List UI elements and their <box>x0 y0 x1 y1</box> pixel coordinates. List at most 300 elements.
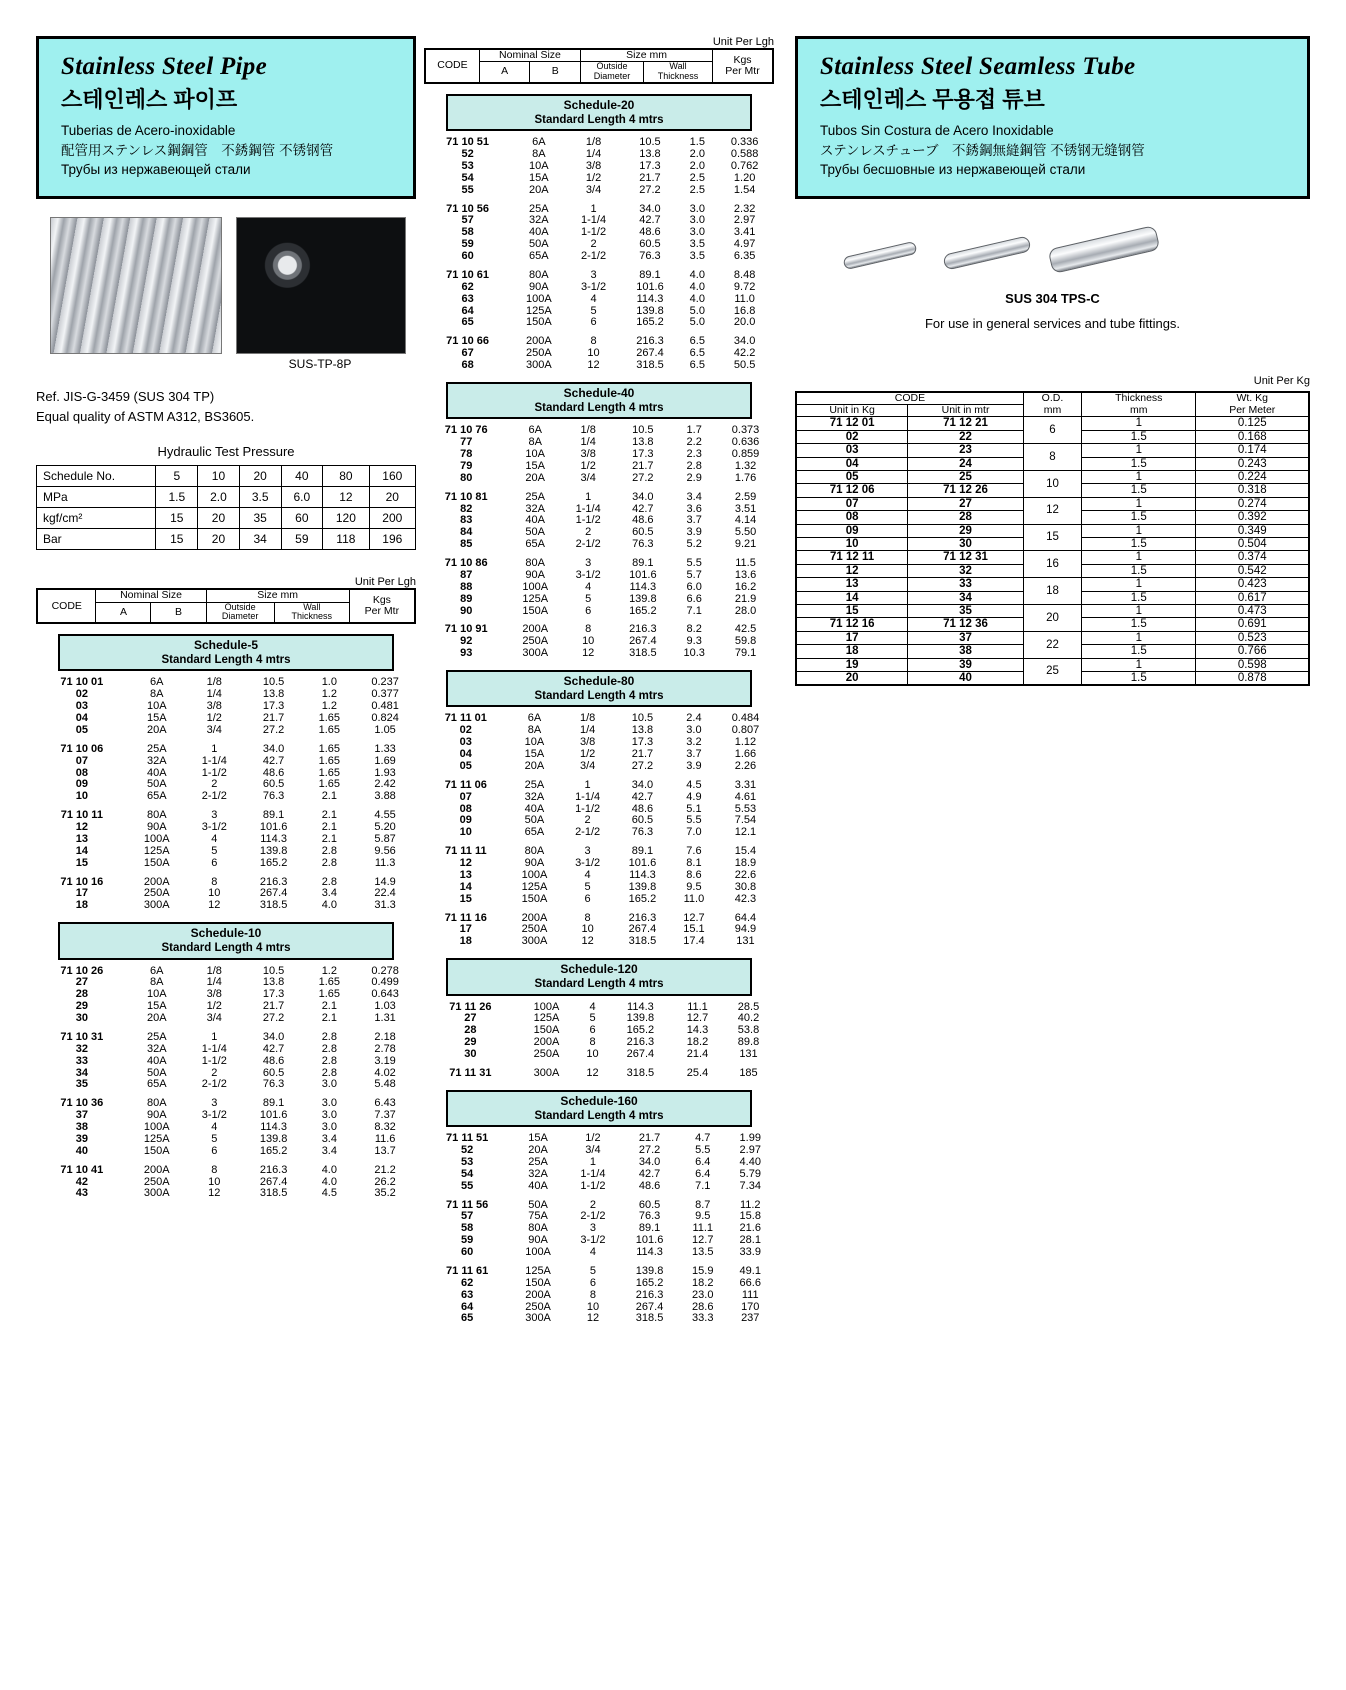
cell-value: 2 <box>585 526 592 539</box>
cell-value: 8A <box>532 148 546 161</box>
cell-value: 53.8 <box>737 1024 760 1037</box>
cell-value: 10 <box>581 923 594 936</box>
cell-code: 68 <box>461 359 474 372</box>
cell-value: 200A <box>533 1036 560 1049</box>
cell-value: 6.4 <box>695 1155 711 1168</box>
cell-value: 1.0 <box>321 676 337 689</box>
cell-weight: 0.349 <box>1196 524 1309 537</box>
cell-value: 6.5 <box>689 335 705 348</box>
cell-value: 3.4 <box>321 1144 337 1157</box>
cell-value: 31.3 <box>374 899 396 912</box>
cell-code: 17 <box>459 923 472 936</box>
cell-value: 2.3 <box>686 448 702 461</box>
cell-value: 2.97 <box>733 214 756 227</box>
cell-value: 10A <box>146 988 167 1001</box>
cell-value: 6.35 <box>733 250 756 263</box>
schedule-banner <box>446 958 752 995</box>
cell-code: 64 <box>461 304 474 317</box>
cell-code: 53 <box>461 159 474 172</box>
cell-value: 4.0 <box>689 268 705 281</box>
cell-code: 71 10 16 <box>60 875 104 888</box>
cell-value: 7.6 <box>686 845 702 858</box>
cell-value: 165.2 <box>636 316 664 329</box>
table-row <box>424 461 774 473</box>
cell-value: 18.2 <box>686 1036 709 1049</box>
col-nominal-size: Nominal Size <box>96 589 206 602</box>
table-row <box>36 1110 416 1122</box>
cell-value: 90A <box>146 1109 167 1122</box>
schedule-title: Schedule-10 <box>190 926 262 941</box>
cell-value: 3/4 <box>206 723 222 736</box>
cell-value: 40A <box>528 1179 548 1192</box>
cell-value: 170 <box>741 1300 760 1313</box>
schedule-subtitle: Standard Length 4 mtrs <box>161 654 291 667</box>
cell-value: 1/4 <box>206 688 222 701</box>
cell-code: 40 <box>75 1144 88 1157</box>
cell-value: 2-1/2 <box>580 1210 606 1223</box>
cell-code-mtr: 32 <box>908 564 1024 577</box>
table-row <box>424 882 774 894</box>
cell-value: 318.5 <box>635 1312 664 1325</box>
schedule-subtitle: Standard Length 4 mtrs <box>534 113 664 126</box>
cell-value: 1/2 <box>206 1000 222 1013</box>
cell-value: 17.3 <box>262 988 285 1001</box>
table-row <box>36 1146 416 1158</box>
cell-value: 15.4 <box>734 845 757 858</box>
cell-value: 150A <box>522 604 549 617</box>
col-code: CODE <box>37 589 96 623</box>
cell-value: 3 <box>211 1097 218 1110</box>
table-row <box>796 578 1309 591</box>
left-column <box>36 36 416 1200</box>
cell-thickness: 1.5 <box>1082 484 1196 497</box>
table-row <box>36 791 416 803</box>
cell-code: 18 <box>459 935 472 948</box>
cell-code-mtr: 25 <box>908 470 1024 483</box>
cell-code: 15 <box>459 892 472 905</box>
cell-value: 42.7 <box>639 214 661 227</box>
cell-value: 2.26 <box>734 759 757 772</box>
cell-value: 3.0 <box>321 1078 337 1091</box>
cell-value: 9.56 <box>374 844 396 857</box>
cell-value: 3.0 <box>689 214 705 227</box>
cell-value: 13.8 <box>639 148 661 161</box>
cell-code: 54 <box>461 171 474 184</box>
pipe-schedule-tables <box>36 588 416 1200</box>
table-row <box>36 1188 416 1200</box>
cell-value: 22.4 <box>374 887 396 900</box>
hydraulic-cell: 196 <box>369 529 415 550</box>
cell-code-mtr: 23 <box>908 444 1024 457</box>
cell-code-mtr: 35 <box>908 605 1024 618</box>
cell-value: 0.824 <box>371 712 399 725</box>
cell-value: 89.1 <box>631 845 654 858</box>
cell-value: 125A <box>143 1132 170 1145</box>
cell-thickness: 1 <box>1082 497 1196 510</box>
cell-value: 80A <box>146 1097 167 1110</box>
col-a: A <box>96 602 151 623</box>
table-row <box>36 677 416 689</box>
cell-value: 12 <box>586 1066 599 1079</box>
cell-value: 2 <box>584 814 591 827</box>
tube-photo-small <box>842 241 917 270</box>
cell-weight: 0.318 <box>1196 484 1309 497</box>
cell-value: 6 <box>211 856 218 869</box>
cell-value: 7.34 <box>739 1179 761 1192</box>
hydraulic-cell: 40 <box>281 466 323 487</box>
cell-value: 6A <box>528 424 542 437</box>
cell-value: 267.4 <box>629 635 657 648</box>
hydraulic-cell: 20 <box>239 466 281 487</box>
cell-weight: 0.224 <box>1196 470 1309 483</box>
cell-value: 6.43 <box>374 1097 396 1110</box>
cell-thickness: 1 <box>1082 417 1196 430</box>
cell-od: 10 <box>1023 470 1081 497</box>
cell-code-kg: 18 <box>796 645 908 658</box>
cell-value: 3-1/2 <box>575 568 601 581</box>
cell-value: 5.1 <box>686 802 702 815</box>
cell-value: 5 <box>211 844 218 857</box>
cell-value: 48.6 <box>639 226 661 239</box>
cell-value: 2.8 <box>321 1042 337 1055</box>
cell-value: 42.7 <box>262 754 285 767</box>
schedule-title: Schedule-80 <box>563 674 635 689</box>
table-row <box>36 1044 416 1056</box>
cell-value: 2 <box>590 238 597 251</box>
cell-value: 2.2 <box>686 436 702 449</box>
cell-value: 80A <box>525 557 545 570</box>
cell-value: 125A <box>525 1264 551 1277</box>
hydraulic-cell: 160 <box>369 466 415 487</box>
schedule-subtitle: Standard Length 4 mtrs <box>534 690 664 703</box>
cell-value: 2.8 <box>321 875 337 888</box>
cell-value: 101.6 <box>629 568 657 581</box>
cell-value: 150A <box>525 1276 551 1289</box>
cell-od: 22 <box>1023 631 1081 658</box>
hydraulic-cell: 118 <box>323 529 369 550</box>
cell-code-mtr: 39 <box>908 658 1024 671</box>
cell-code: 71 10 36 <box>60 1097 104 1110</box>
cell-value: 11.5 <box>735 557 756 570</box>
table-row <box>424 1037 774 1049</box>
cell-value: 8.32 <box>374 1121 396 1134</box>
cell-value: 318.5 <box>629 647 657 660</box>
cell-value: 25.4 <box>686 1066 709 1079</box>
cell-value: 6A <box>150 964 164 977</box>
cell-value: 12 <box>586 1312 600 1325</box>
cell-code: 54 <box>461 1167 474 1180</box>
table-row <box>424 1049 774 1061</box>
cell-value: 79.1 <box>734 647 757 660</box>
cell-code: 84 <box>460 526 473 539</box>
table-row <box>424 617 774 636</box>
cell-value: 80A <box>528 1222 548 1235</box>
cell-code-mtr: 22 <box>908 430 1024 443</box>
cell-value: 50A <box>524 814 545 827</box>
pipe-photo-ends <box>236 217 406 354</box>
cell-value: 4.0 <box>689 280 705 293</box>
cell-value: 1/8 <box>580 424 596 437</box>
cell-value: 1.99 <box>739 1132 761 1145</box>
cell-value: 9.21 <box>734 538 757 551</box>
table-row <box>424 582 774 594</box>
cell-value: 139.8 <box>259 1132 288 1145</box>
cell-value: 48.6 <box>262 1054 285 1067</box>
cell-value: 42.7 <box>638 1167 661 1180</box>
cell-value: 11.3 <box>374 856 396 869</box>
cell-code: 33 <box>75 1054 88 1067</box>
left-unit-label: Unit Per Lgh <box>354 576 416 589</box>
cell-value: 48.6 <box>638 1179 661 1192</box>
right-unit-label: Unit Per Kg <box>1253 374 1310 387</box>
cell-value: 139.8 <box>635 1264 664 1277</box>
cell-value: 17.3 <box>639 159 661 172</box>
cell-code: 71 10 51 <box>446 136 489 149</box>
table-row <box>424 894 774 906</box>
cell-value: 50A <box>528 1198 548 1211</box>
cell-weight: 0.274 <box>1196 497 1309 510</box>
cell-value: 1.76 <box>734 471 757 484</box>
cell-value: 200A <box>143 875 170 888</box>
cell-value: 2.8 <box>321 1066 337 1079</box>
cell-value: 2.42 <box>374 778 396 791</box>
cell-value: 15.8 <box>739 1210 761 1223</box>
cell-value: 0.588 <box>730 148 759 161</box>
cell-value: 10.5 <box>631 712 654 725</box>
cell-code-mtr: 71 12 26 <box>908 484 1024 497</box>
cell-code: 60 <box>461 250 474 263</box>
cell-value: 12.7 <box>686 1012 709 1025</box>
cell-value: 1/4 <box>206 976 222 989</box>
cell-value: 34.0 <box>632 490 654 503</box>
cell-value: 28.5 <box>737 1000 760 1013</box>
cell-code: 62 <box>461 1276 474 1289</box>
cell-value: 3/4 <box>585 1144 601 1157</box>
cell-thickness: 1 <box>1082 631 1196 644</box>
cell-code-mtr: 37 <box>908 631 1024 644</box>
cell-value: 20A <box>528 1144 548 1157</box>
cell-value: 21.7 <box>632 459 654 472</box>
col-outside-diameter: Outside Diameter <box>206 602 274 623</box>
cell-code: 27 <box>75 976 88 989</box>
cell-value: 17.4 <box>683 935 705 948</box>
cell-value: 3/4 <box>580 471 596 484</box>
cell-value: 3/8 <box>585 159 602 172</box>
cell-value: 14.3 <box>686 1024 709 1037</box>
col-a: A <box>479 62 530 83</box>
cell-value: 1.33 <box>374 742 396 755</box>
cell-value: 2.1 <box>321 821 337 834</box>
table-row <box>36 737 416 756</box>
cell-value: 1 <box>211 742 218 755</box>
cell-value: 10 <box>208 1175 221 1188</box>
cell-value: 27.2 <box>262 1012 285 1025</box>
hydraulic-row-label: kgf/cm² <box>37 508 156 529</box>
cell-code: 03 <box>459 736 472 749</box>
cell-code: 08 <box>459 802 472 815</box>
cell-value: 90A <box>528 1234 548 1247</box>
cell-value: 0.481 <box>371 700 399 713</box>
cell-value: 165.2 <box>629 604 657 617</box>
cell-code: 52 <box>461 1144 474 1157</box>
table-row <box>36 888 416 900</box>
cell-value: 2.8 <box>321 844 337 857</box>
hydraulic-cell: 59 <box>281 529 323 550</box>
cell-code: 92 <box>460 635 473 648</box>
cell-value: 5 <box>211 1132 218 1145</box>
cell-code: 02 <box>459 724 472 737</box>
cell-value: 15A <box>529 171 549 184</box>
cell-value: 4.0 <box>321 1163 337 1176</box>
cell-value: 6A <box>527 712 542 725</box>
cell-value: 65A <box>524 826 545 839</box>
table-row <box>36 1158 416 1177</box>
hydraulic-cell: 80 <box>323 466 369 487</box>
cell-value: 1.65 <box>318 766 341 779</box>
cell-value: 22.6 <box>734 868 757 881</box>
table-row <box>424 858 774 870</box>
table-row <box>796 497 1309 510</box>
cell-value: 3.31 <box>734 778 757 791</box>
cell-value: 1-1/4 <box>575 790 601 803</box>
cell-code: 27 <box>464 1012 477 1025</box>
col-code: CODE <box>796 392 1023 405</box>
cell-code: 05 <box>75 723 88 736</box>
cell-value: 21.7 <box>639 171 661 184</box>
table-row <box>424 804 774 816</box>
hydraulic-row-label: Bar <box>37 529 156 550</box>
cell-value: 8.6 <box>686 868 702 881</box>
cell-code-kg: 12 <box>796 564 908 577</box>
cell-value: 1.65 <box>318 754 341 767</box>
cell-value: 111 <box>741 1288 759 1301</box>
cell-code: 71 11 16 <box>444 911 487 924</box>
cell-value: 4.97 <box>733 238 756 251</box>
table-row <box>796 551 1309 564</box>
pipe-table-header <box>424 48 774 84</box>
pipe-photo-bundle <box>50 217 222 354</box>
cell-value: 32A <box>528 1167 548 1180</box>
schedule-subtitle: Standard Length 4 mtrs <box>534 1109 664 1122</box>
cell-value: 49.1 <box>739 1264 761 1277</box>
cell-value: 7.37 <box>374 1109 396 1122</box>
hydraulic-cell: 15 <box>156 529 198 550</box>
cell-value: 15A <box>146 712 167 725</box>
cell-value: 20A <box>524 759 545 772</box>
tube-note: For use in general services and tube fittings. <box>924 315 1181 331</box>
table-row <box>424 485 774 504</box>
cell-value: 21.7 <box>638 1132 661 1145</box>
cell-value: 4.7 <box>695 1132 711 1145</box>
cell-code: 77 <box>460 436 473 449</box>
cell-value: 300A <box>521 935 548 948</box>
cell-value: 76.3 <box>262 1078 285 1091</box>
cell-value: 3 <box>590 268 597 281</box>
cell-value: 32A <box>146 754 167 767</box>
hydraulic-row <box>37 487 416 508</box>
schedule-banner <box>446 382 752 419</box>
table-row <box>796 605 1309 618</box>
cell-code: 29 <box>75 1000 88 1013</box>
table-row <box>424 551 774 570</box>
cell-value: 10 <box>586 1300 600 1313</box>
cell-value: 1/8 <box>585 136 602 149</box>
cell-value: 5.50 <box>734 526 757 539</box>
pipe-spec-table <box>36 966 416 1201</box>
cell-value: 8.48 <box>733 268 756 281</box>
cell-code: 14 <box>75 844 88 857</box>
cell-value: 1-1/4 <box>580 1167 606 1180</box>
cell-thickness: 1.5 <box>1082 564 1196 577</box>
table-row <box>424 329 774 348</box>
cell-value: 1.32 <box>734 459 757 472</box>
cell-value: 3.88 <box>374 790 396 803</box>
cell-value: 27.2 <box>262 723 285 736</box>
cell-value: 216.3 <box>626 1036 655 1049</box>
cell-value: 1.65 <box>318 988 341 1001</box>
seamless-tube-table <box>795 391 1310 687</box>
cell-value: 3-1/2 <box>575 857 601 870</box>
cell-value: 2-1/2 <box>575 826 601 839</box>
cell-value: 7.1 <box>686 604 702 617</box>
cell-value: 3.5 <box>689 250 705 263</box>
cell-value: 34.0 <box>639 202 661 215</box>
table-row <box>424 227 774 239</box>
cell-value: 8 <box>584 911 591 924</box>
cell-code: 71 11 56 <box>446 1198 489 1211</box>
middle-unit-label: Unit Per Lgh <box>712 36 774 48</box>
table-row <box>424 570 774 582</box>
cell-value: 2.8 <box>321 1054 337 1067</box>
cell-od: 20 <box>1023 605 1081 632</box>
cell-value: 8 <box>589 1288 597 1301</box>
cell-value: 4.9 <box>686 790 702 803</box>
cell-code: 78 <box>460 448 473 461</box>
cell-value: 25A <box>529 202 549 215</box>
cell-value: 8 <box>589 1036 596 1049</box>
cell-value: 32A <box>525 502 545 515</box>
table-row <box>424 924 774 936</box>
cell-value: 1 <box>585 490 592 503</box>
col-wall-thickness: Wall Thickness <box>644 62 713 83</box>
cell-value: 3 <box>585 557 592 570</box>
table-row <box>424 515 774 527</box>
table-row <box>36 1025 416 1044</box>
pipe-spec-table <box>424 1002 774 1080</box>
cell-code: 71 10 31 <box>60 1030 104 1043</box>
cell-value: 25A <box>525 490 545 503</box>
cell-value: 0.859 <box>731 448 760 461</box>
pipe-spec-table <box>424 713 774 948</box>
cell-value: 25A <box>528 1155 548 1168</box>
cell-value: 318.5 <box>259 1187 288 1200</box>
cell-code-mtr: 38 <box>908 645 1024 658</box>
cell-value: 64.4 <box>734 911 757 924</box>
cell-value: 2.8 <box>686 459 702 472</box>
cell-code: 09 <box>75 778 88 791</box>
cell-value: 4.55 <box>374 809 396 822</box>
cell-value: 2.4 <box>686 712 702 725</box>
table-row <box>424 294 774 306</box>
table-row <box>424 197 774 216</box>
cell-value: 10.5 <box>632 424 654 437</box>
cell-value: 0.377 <box>371 688 399 701</box>
table-row <box>36 756 416 768</box>
cell-value: 90A <box>529 280 549 293</box>
cell-value: 0.336 <box>730 136 759 149</box>
hydraulic-cell: 15 <box>156 508 198 529</box>
cell-value: 200A <box>521 911 548 924</box>
